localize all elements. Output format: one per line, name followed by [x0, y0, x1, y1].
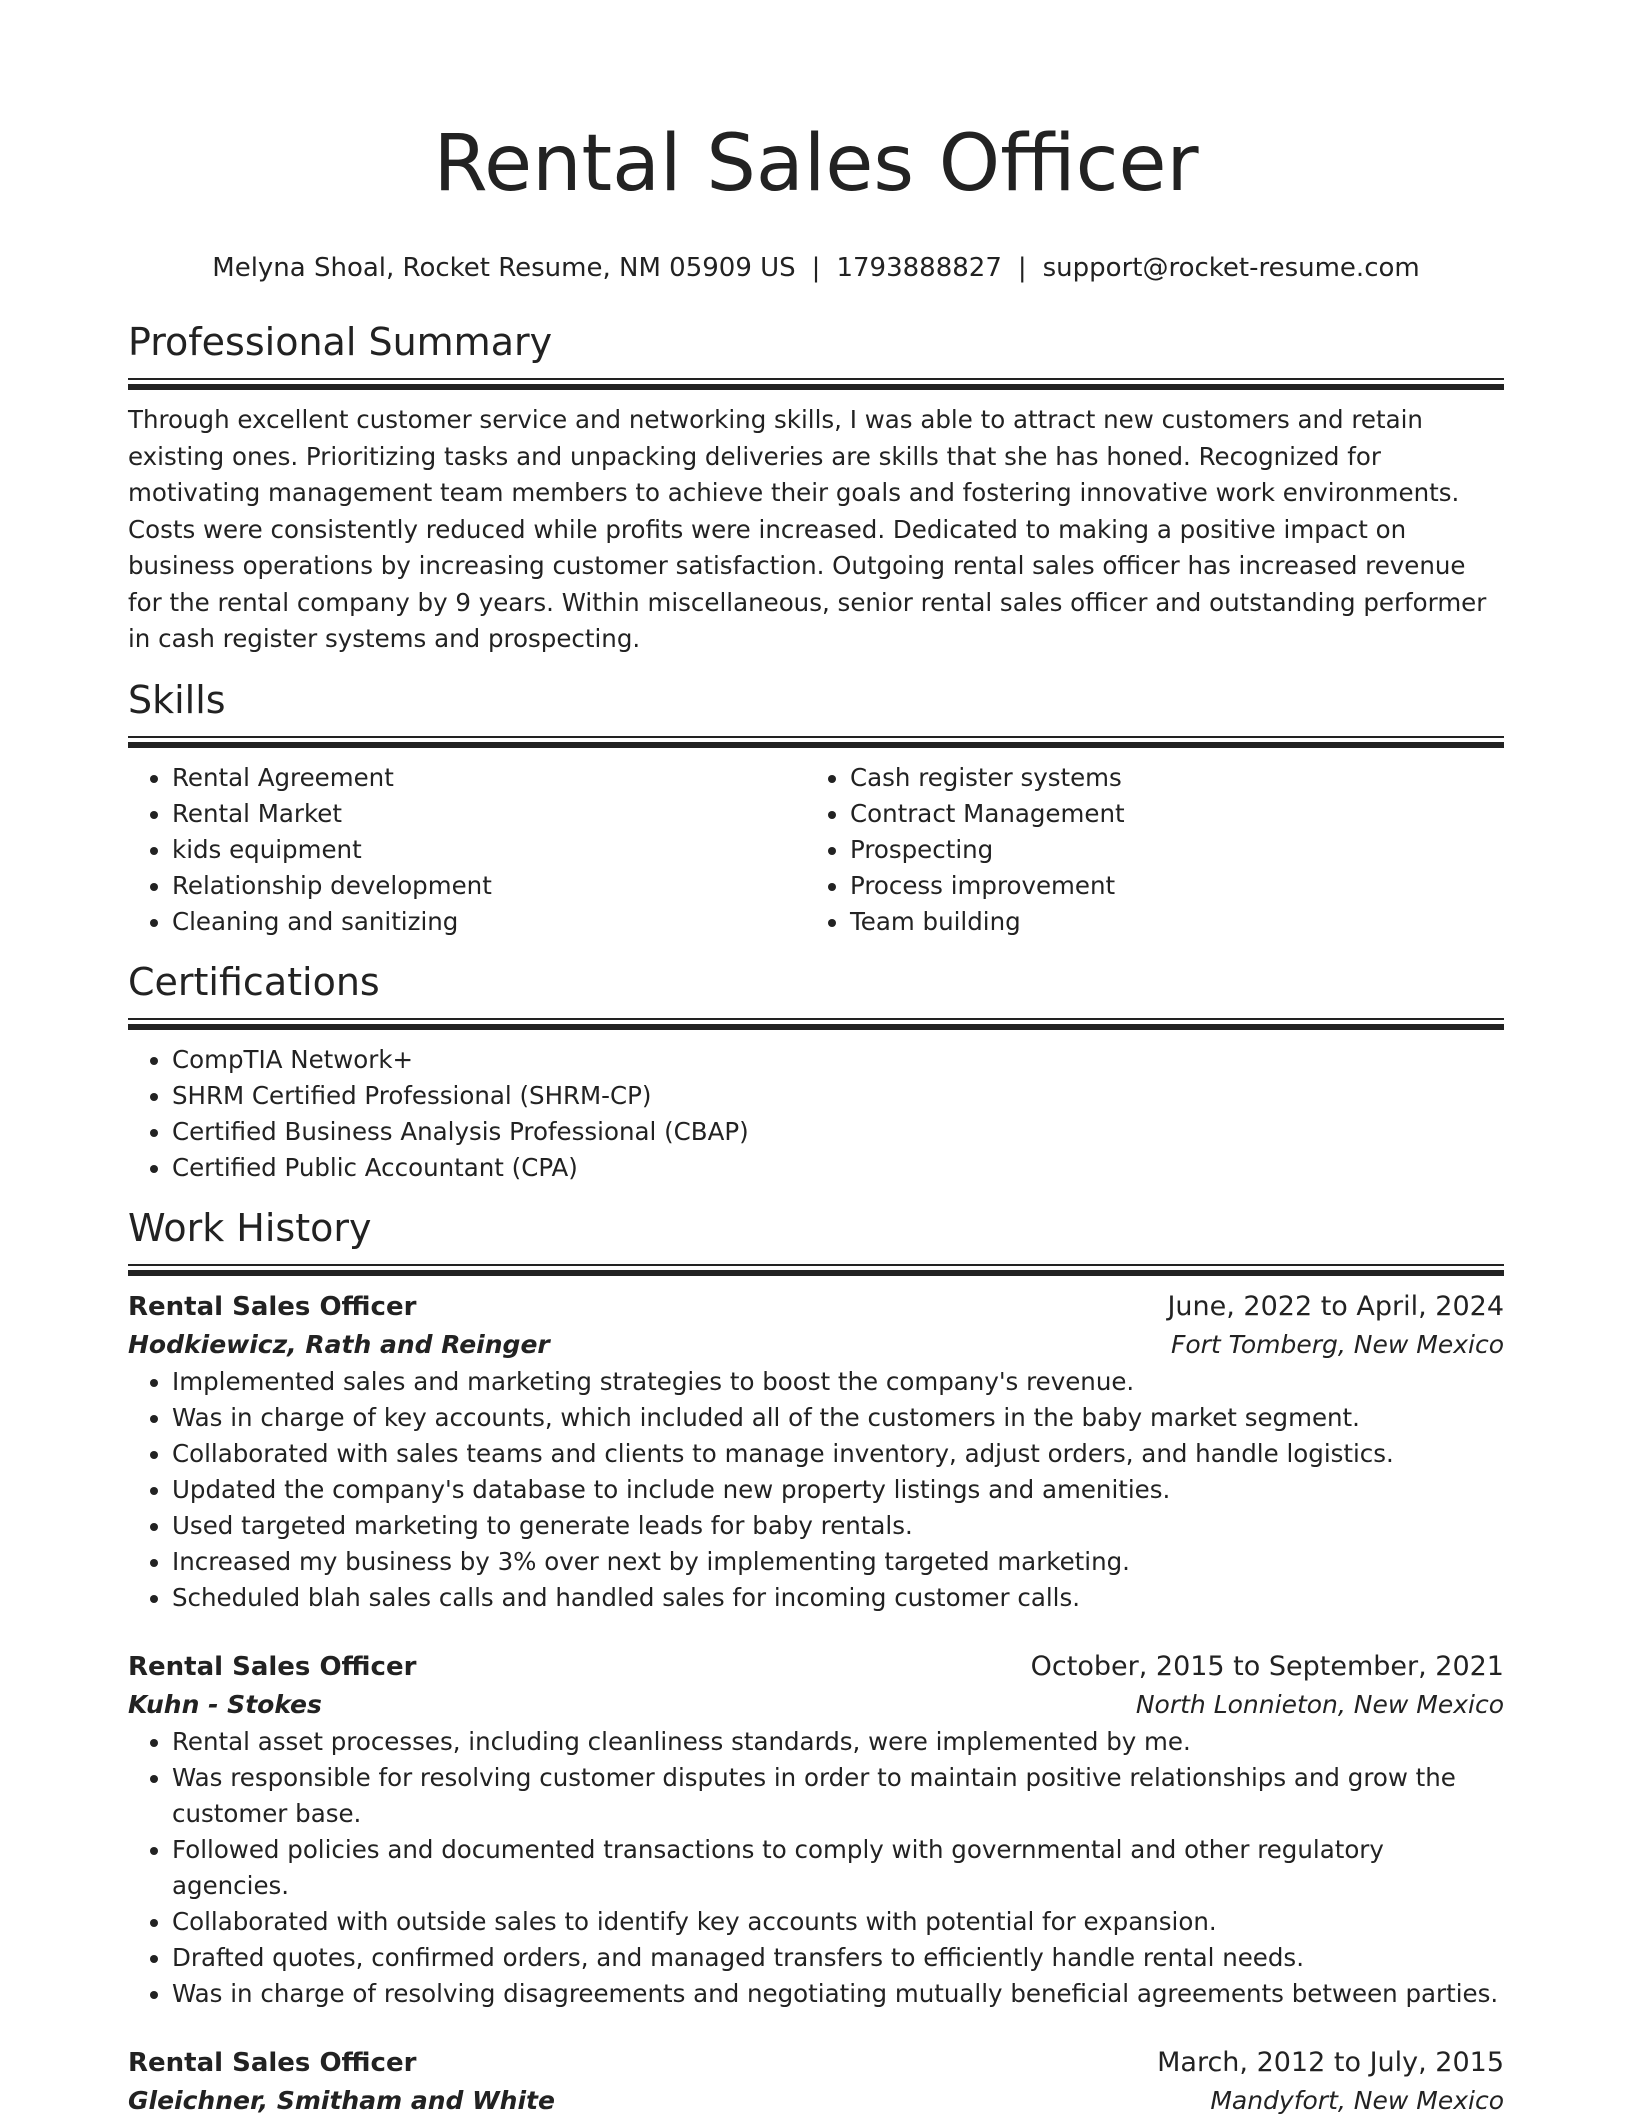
skill-item: • Rental Market — [172, 796, 806, 832]
contact-email: support@rocket-resume.com — [1042, 253, 1420, 283]
summary-text: Through excellent customer service and networking skills, I was able to attract new customers and retain existing ones. Prioritizing tasks and unpacking deliveries are skills that she has honed. Recognized for motivating management team members to achieve their goals and fostering innovative work environments. Costs were consistently reduced while profits were increased. Dedicated to making a positive impact on business operations by increasing customer satisfaction. Outgoing rental sales officer has increased revenue for the rental company by 9 years. Within miscellaneous, senior rental sales officer and outstanding performer in cash register systems and prospecting. — [128, 405, 1487, 653]
job-location: North Lonnieton, New Mexico — [1135, 1689, 1504, 1719]
job-bullet: • Drafted quotes, confirmed orders, and managed transfers to efficiently handle rental needs. — [172, 1940, 1504, 1976]
skills-grid — [128, 760, 1504, 940]
skills-section — [128, 676, 1504, 940]
job-bullet: • Used targeted marketing to generate leads for baby rentals. — [172, 1508, 1504, 1544]
job-bullet: • Scheduled blah sales calls and handled sales for incoming customer calls. — [172, 1580, 1504, 1616]
skill-item: • Cash register systems — [850, 760, 1484, 796]
job-header — [128, 2044, 1504, 2082]
section-title-certifications: Certifications — [128, 959, 380, 1004]
job-title: Rental Sales Officer — [128, 2047, 417, 2078]
job-location: Fort Tomberg, New Mexico — [1170, 1329, 1504, 1359]
job-bullet: • Rental asset processes, including cleanliness standards, were implemented by me. — [172, 1724, 1504, 1760]
contact-address: Melyna Shoal, Rocket Resume, NM 05909 US — [212, 253, 796, 283]
contact-phone: 1793888827 — [836, 253, 1002, 283]
job-bullet: • Was responsible for resolving customer disputes in order to maintain positive relationships and grow the customer base. — [172, 1760, 1504, 1832]
certification-item: • Certified Public Accountant (CPA) — [172, 1150, 1504, 1186]
job-dates: June, 2022 to April, 2024 — [1167, 1290, 1504, 1322]
certifications-section — [128, 958, 1504, 1186]
section-title-work-history: Work History — [128, 1205, 372, 1250]
job-bullet: • Updated the company's database to include new property listings and amenities. — [172, 1472, 1504, 1508]
section-title-skills: Skills — [128, 677, 226, 722]
section-divider — [128, 736, 1504, 748]
job-entry — [128, 2044, 1504, 2120]
job-bullet: • Was in charge of key accounts, which included all of the customers in the baby market segment. — [172, 1400, 1504, 1436]
contact-line — [128, 252, 1504, 284]
job-header — [128, 1288, 1504, 1326]
job-location: Mandyfort, New Mexico — [1210, 2085, 1504, 2115]
skill-item: • Rental Agreement — [172, 760, 806, 796]
skill-item: • Cleaning and sanitizing — [172, 904, 806, 940]
skills-list-right — [806, 760, 1484, 940]
skill-item: • Relationship development — [172, 868, 806, 904]
job-bullet-list — [128, 1724, 1504, 2012]
section-title-summary: Professional Summary — [128, 320, 553, 364]
job-company: Gleichner, Smitham and White — [128, 2085, 555, 2115]
certification-item: • SHRM Certified Professional (SHRM-CP) — [172, 1078, 1504, 1114]
skill-item: • Prospecting — [850, 832, 1484, 868]
job-bullet: • Collaborated with outside sales to identify key accounts with potential for expansion. — [172, 1904, 1504, 1940]
job-bullet: • Increased my business by 3% over next by implementing targeted marketing. — [172, 1544, 1504, 1580]
skill-item: • Contract Management — [850, 796, 1484, 832]
section-divider — [128, 1264, 1504, 1276]
section-divider — [128, 1018, 1504, 1030]
job-entry — [128, 1288, 1504, 1616]
section-divider — [128, 378, 1504, 390]
job-company: Hodkiewicz, Rath and Reinger — [128, 1329, 550, 1359]
job-bullet: • Collaborated with sales teams and clients to manage inventory, adjust orders, and handle logistics. — [172, 1436, 1504, 1472]
certifications-list — [128, 1042, 1504, 1186]
job-header — [128, 1648, 1504, 1686]
resume-title: Rental Sales Officer — [433, 119, 1199, 209]
job-subheader — [128, 1686, 1504, 1724]
job-title: Rental Sales Officer — [128, 1651, 417, 1682]
skills-list-left — [128, 760, 806, 940]
skills-column-right — [806, 760, 1484, 940]
skill-item: • Process improvement — [850, 868, 1484, 904]
work-history-section — [128, 1204, 1504, 2120]
job-bullet-list — [128, 1364, 1504, 1616]
summary-section — [128, 318, 1504, 658]
job-bullet: • Was in charge of resolving disagreements and negotiating mutually beneficial agreements between parties. — [172, 1976, 1504, 2012]
job-entry — [128, 1648, 1504, 2012]
job-company: Kuhn - Stokes — [128, 1689, 322, 1719]
skill-item: • Team building — [850, 904, 1484, 940]
certification-item: • Certified Business Analysis Professional (CBAP) — [172, 1114, 1504, 1150]
skills-column-left — [128, 760, 806, 940]
job-dates: October, 2015 to September, 2021 — [1030, 1650, 1504, 1682]
job-bullet: • Implemented sales and marketing strategies to boost the company's revenue. — [172, 1364, 1504, 1400]
job-bullet: • Followed policies and documented transactions to comply with governmental and other regulatory agencies. — [172, 1832, 1504, 1904]
job-subheader — [128, 2082, 1504, 2120]
job-subheader — [128, 1326, 1504, 1364]
contact-separator: | — [1017, 253, 1027, 283]
skill-item: • kids equipment — [172, 832, 806, 868]
job-dates: March, 2012 to July, 2015 — [1157, 2046, 1504, 2078]
contact-separator: | — [811, 253, 821, 283]
certification-item: • CompTIA Network+ — [172, 1042, 1504, 1078]
job-title: Rental Sales Officer — [128, 1291, 417, 1322]
